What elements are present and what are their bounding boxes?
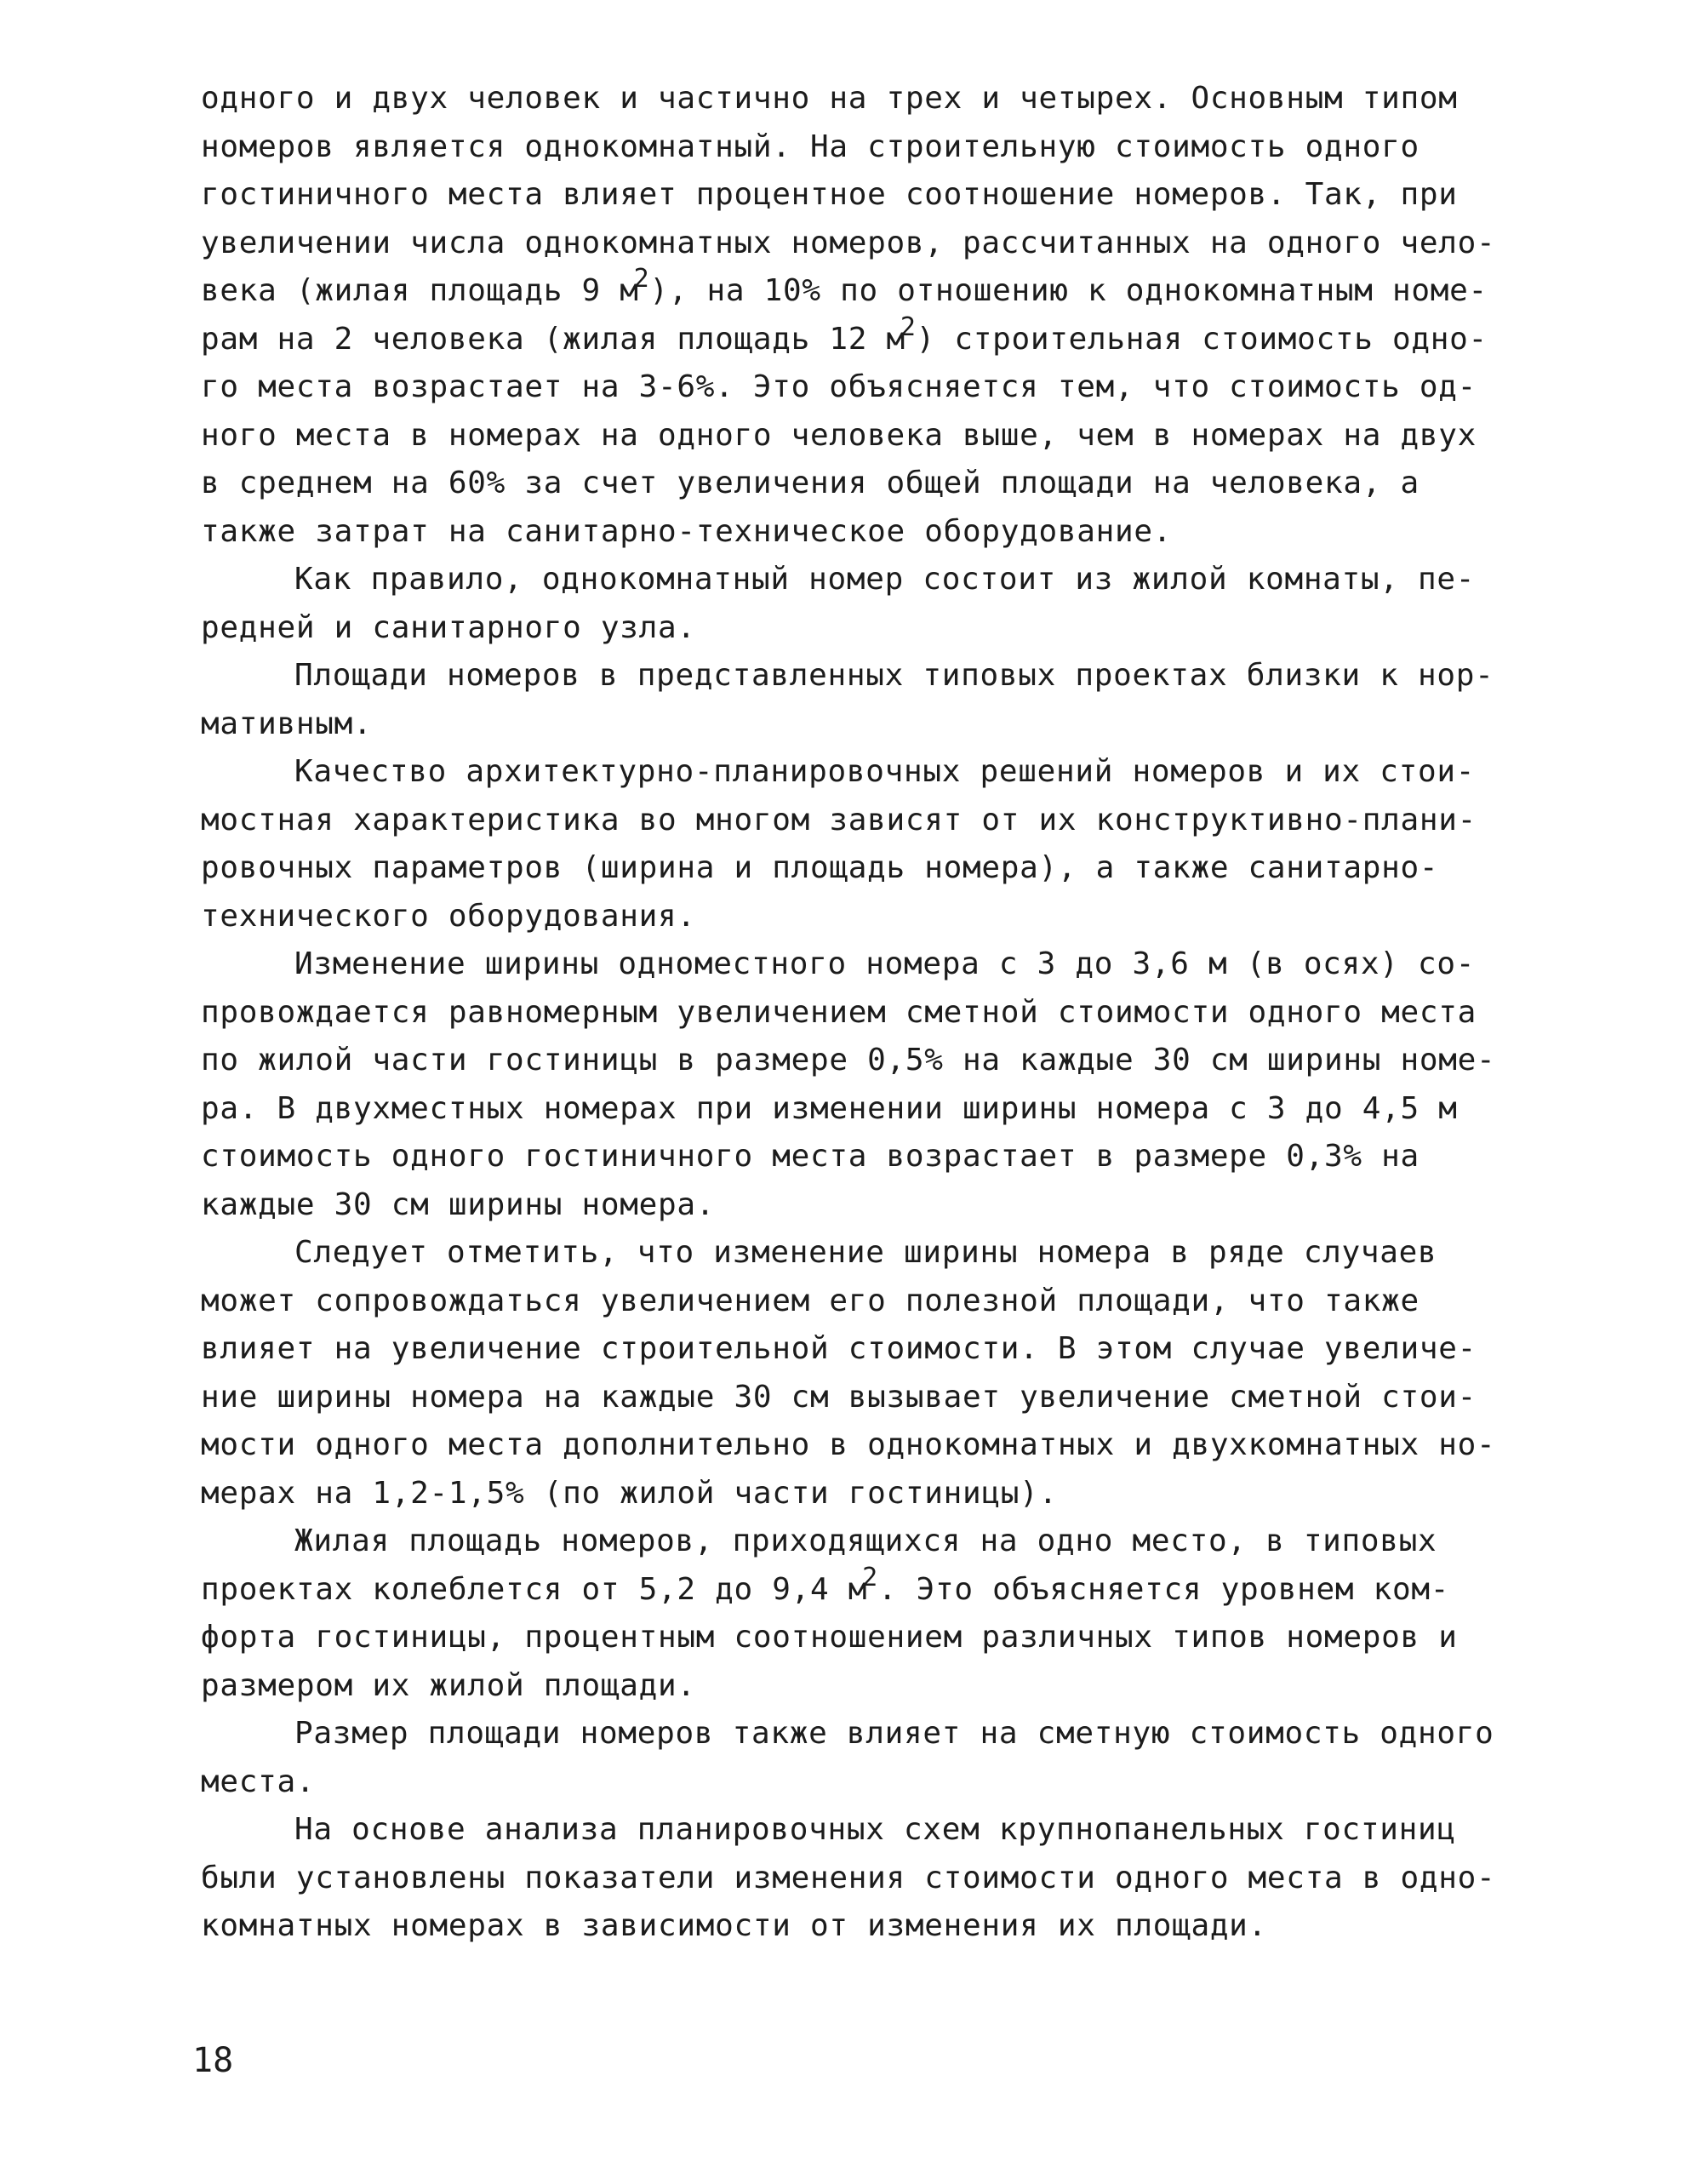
body-text <box>201 75 1511 1951</box>
text-line: провождается равномерным увеличением сметной стоимости одного места <box>201 994 1477 1030</box>
text-line: Следует отметить, что изменение ширины номера в ряде случаев <box>294 1235 1437 1270</box>
page-number: 18 <box>192 2041 234 2080</box>
text-line: го места возрастает на 3-6%. Это объясняется тем, что стоимость од- <box>201 369 1477 404</box>
paragraph <box>201 748 1511 940</box>
text-line: может сопровождаться увеличением его полезной площади, что также <box>201 1283 1420 1318</box>
text-line <box>201 312 1511 364</box>
text-line: комнатных номерах в зависимости от изменения их площади. <box>201 1908 1267 1943</box>
text-line: технического оборудования. <box>201 898 696 934</box>
paragraph <box>201 75 1511 556</box>
paragraph <box>201 652 1511 748</box>
text-line: номеров является однокомнатный. На строительную стоимость одного <box>201 129 1420 164</box>
text-segment: века (жилая площадь 9 м <box>201 273 639 308</box>
text-segment: . Это объясняется уровнем ком- <box>877 1571 1450 1607</box>
paragraph <box>201 556 1511 652</box>
superscript: 2 <box>633 264 650 294</box>
text-segment: ), на 10% по отношению к однокомнатным номе- <box>649 273 1488 308</box>
text-line: На основе анализа планировочных схем крупнопанельных гостиниц <box>294 1812 1456 1847</box>
text-line: гостиничного места влияет процентное соотношение номеров. Так, при <box>201 177 1458 212</box>
text-line: Площади номеров в представленных типовых проектах близки к нор- <box>294 658 1494 693</box>
text-line: мостная характеристика во многом зависят от их конструктивно-плани- <box>201 802 1477 838</box>
text-line: ного места в номерах на одного человека выше, чем в номерах на двух <box>201 417 1477 453</box>
text-line: мерах на 1,2-1,5% (по жилой части гостиницы). <box>201 1475 1058 1511</box>
text-segment: ) строительная стоимость одно- <box>916 321 1488 357</box>
text-line: ровочных параметров (ширина и площадь номера), а также санитарно- <box>201 850 1439 885</box>
text-line <box>201 1562 1511 1615</box>
text-line: стоимость одного гостиничного места возрастает в размере 0,3% на <box>201 1139 1420 1174</box>
superscript: 2 <box>900 312 917 342</box>
text-line: ра. В двухместных номерах при изменении ширины номера с 3 до 4,5 м <box>201 1090 1458 1126</box>
text-line: одного и двух человек и частично на трех и четырех. Основным типом <box>201 81 1458 116</box>
text-line: по жилой части гостиницы в размере 0,5% на каждые 30 см ширины номе- <box>201 1043 1496 1078</box>
text-line: размером их жилой площади. <box>201 1667 696 1703</box>
text-line: в среднем на 60% за счет увеличения общей площади на человека, а <box>201 466 1420 500</box>
text-line: Изменение ширины одноместного номера с 3 до 3,6 м (в осях) со- <box>294 946 1476 981</box>
text-line <box>201 264 1511 316</box>
text-segment: проектах колеблется от 5,2 до 9,4 м <box>201 1571 868 1607</box>
text-line: форта гостиницы, процентным соотношением различных типов номеров и <box>201 1620 1458 1655</box>
text-line: мости одного места дополнительно в однокомнатных и двухкомнатных но- <box>201 1427 1496 1462</box>
text-line: были установлены показатели изменения стоимости одного места в одно- <box>201 1860 1496 1895</box>
text-line: места. <box>201 1764 316 1799</box>
text-line: также затрат на санитарно-техническое оборудование. <box>201 513 1173 549</box>
text-line: увеличении числа однокомнатных номеров, рассчитанных на одного чело- <box>201 225 1496 260</box>
text-line: Жилая площадь номеров, приходящихся на одно место, в типовых <box>294 1524 1437 1558</box>
text-line: ние ширины номера на каждые 30 см вызывает увеличение сметной стои- <box>201 1379 1477 1415</box>
text-line: Качество архитектурно-планировочных решений номеров и их стои- <box>294 754 1476 789</box>
text-segment: рам на 2 человека (жилая площадь 12 м <box>201 321 905 357</box>
paragraph <box>201 940 1511 1229</box>
paragraph <box>201 1806 1511 1951</box>
paragraph <box>201 1518 1511 1710</box>
superscript: 2 <box>862 1562 878 1592</box>
text-line: редней и санитарного узла. <box>201 609 696 645</box>
text-line: Размер площади номеров также влияет на сметную стоимость одного <box>294 1716 1494 1751</box>
paragraph <box>201 1710 1511 1806</box>
text-line: мативным. <box>201 706 373 741</box>
text-line: каждые 30 см ширины номера. <box>201 1186 716 1222</box>
paragraph <box>201 1229 1511 1518</box>
text-line: влияет на увеличение строительной стоимости. В этом случае увеличе- <box>201 1331 1477 1366</box>
text-line: Как правило, однокомнатный номер состоит из жилой комнаты, пе- <box>294 562 1476 597</box>
